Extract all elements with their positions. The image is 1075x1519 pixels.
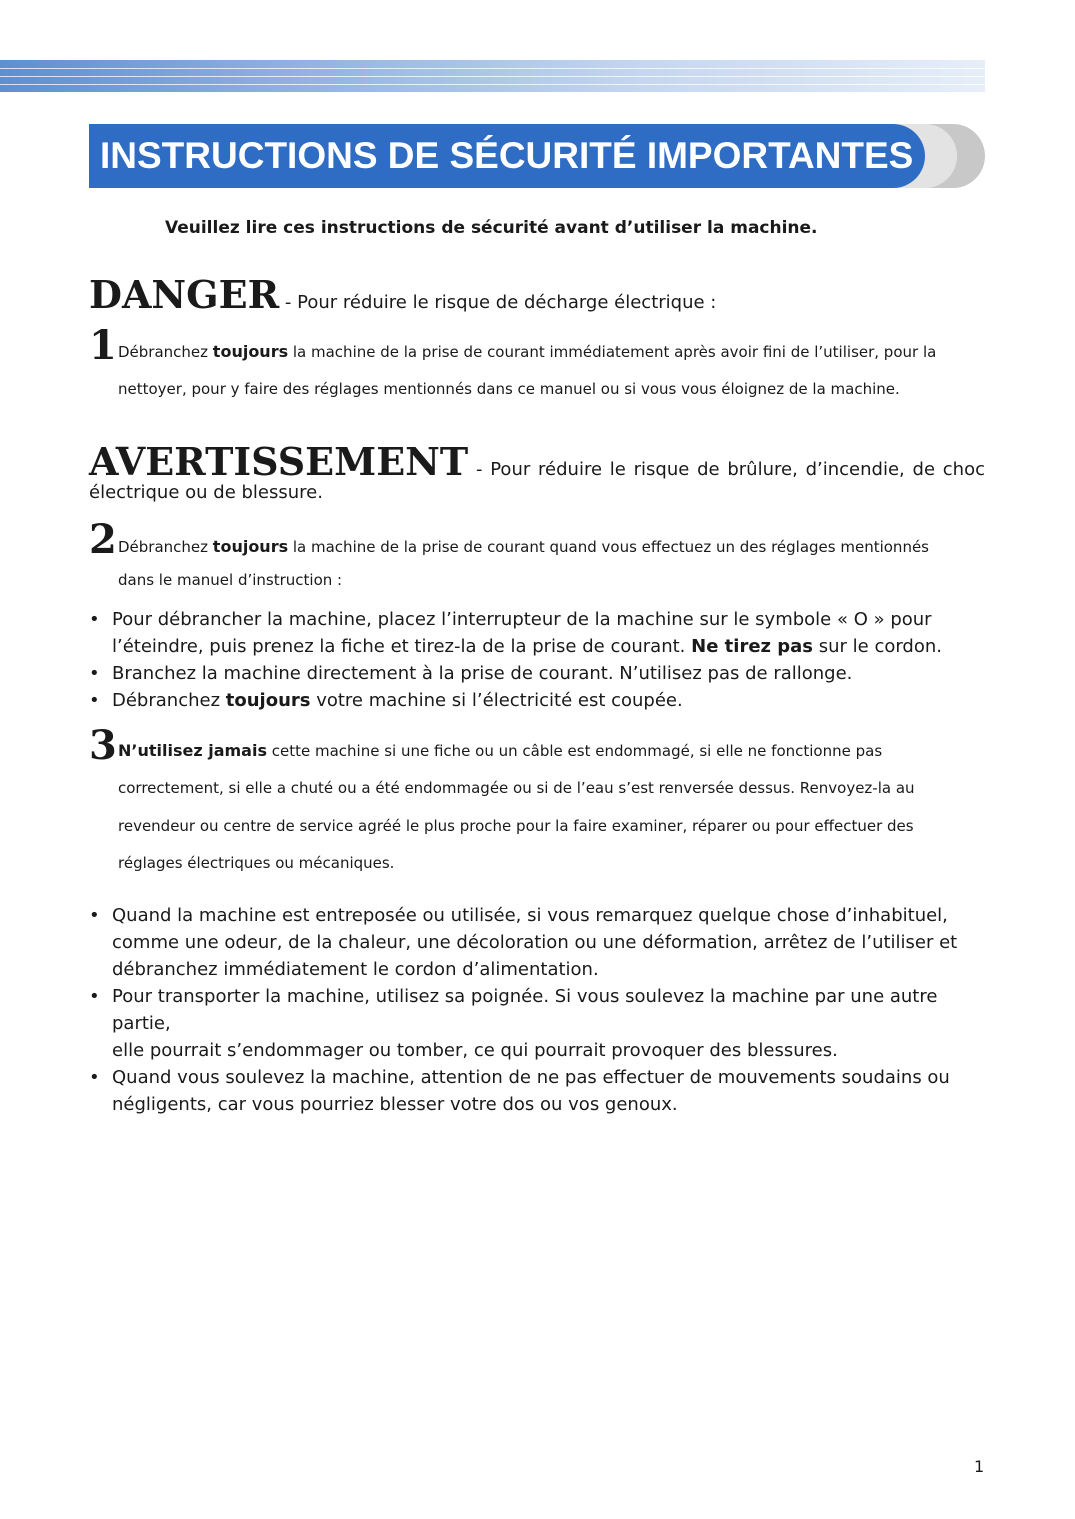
item3-bold: N’utilisez jamais [118, 741, 267, 760]
list-item-bold: toujours [225, 690, 311, 711]
danger-subtitle: - Pour réduire le risque de décharge électrique : [279, 292, 717, 313]
warning-word: Pour [490, 459, 531, 480]
item-number: 1 [89, 322, 117, 369]
list-item [89, 687, 989, 714]
warning-word: - [475, 459, 483, 480]
bullet-icon: • [89, 986, 100, 1007]
list-item-line: Pour transporter la machine, utilisez sa poignée. Si vous soulevez la machine par une autre partie, [112, 986, 938, 1034]
item2-line1 [118, 537, 929, 556]
item2-line2: dans le manuel d’instruction : [118, 571, 343, 589]
list-item-bold: Ne tirez pas [691, 636, 814, 657]
bullet-icon: • [89, 663, 100, 684]
band-line [0, 84, 985, 85]
list-item-line: Pour débrancher la machine, placez l’interrupteur de la machine sur le symbole « O » pour [112, 609, 932, 630]
warning-word: risque [633, 459, 690, 480]
intro-text: Veuillez lire ces instructions de sécurité avant d’utiliser la machine. [165, 218, 818, 238]
warning-word: réduire [538, 459, 603, 480]
list-item [89, 983, 989, 1064]
list-item-line [112, 687, 989, 714]
page-number: 1 [974, 1457, 985, 1476]
warning-word: de [697, 459, 720, 480]
list-item-text: sur le cordon. [813, 636, 943, 657]
warning-word: le [609, 459, 626, 480]
item1-bold: toujours [212, 342, 289, 361]
item1-line2: nettoyer, pour y faire des réglages mentionnés dans ce manuel ou si vous vous éloignez de la machine. [118, 380, 900, 398]
bullet-icon: • [89, 1067, 100, 1088]
bullet-list [89, 606, 989, 714]
item3-post: cette machine si une fiche ou un câble est endommagé, si elle ne fonctionne pas [266, 742, 883, 760]
item3-line2: correctement, si elle a chuté ou a été endommagée ou si de l’eau s’est renversée dessus. Renvoyez-la au [118, 779, 915, 797]
list-item-line: Branchez la machine directement à la prise de courant. N’utilisez pas de rallonge. [112, 663, 853, 684]
item-number: 2 [89, 516, 117, 563]
list-item-text: votre machine si l’électricité est coupée. [310, 690, 683, 711]
list-item [89, 606, 989, 660]
warning-word: choc [942, 459, 985, 480]
list-item-text: Débranchez [112, 690, 226, 711]
list-item-text: l’éteindre, puis prenez la fiche et tirez-la de la prise de courant. [112, 636, 692, 657]
list-item-line: elle pourrait s’endommager ou tomber, ce qui pourrait provoquer des blessures. [112, 1040, 838, 1061]
bullet-list [89, 902, 989, 1118]
warning-subtitle: électrique ou de blessure. [89, 482, 323, 503]
item3-line3: revendeur ou centre de service agréé le plus proche pour la faire examiner, réparer ou pour effectuer des [118, 817, 914, 835]
warning-heading: AVERTISSEMENT [89, 439, 469, 484]
title-banner [89, 124, 985, 188]
list-item [89, 1064, 989, 1118]
list-item-line: négligents, car vous pourriez blesser votre dos ou vos genoux. [112, 1094, 678, 1115]
item1-line1 [118, 342, 936, 361]
danger-heading: DANGER [89, 272, 280, 317]
item2-bold: toujours [212, 537, 289, 556]
list-item-line: débranchez immédiatement le cordon d’alimentation. [112, 959, 599, 980]
list-item-line: Quand la machine est entreposée ou utilisée, si vous remarquez quelque chose d’inhabituel, [112, 905, 948, 926]
band-line [0, 76, 985, 77]
band-line [0, 68, 985, 69]
list-item-line [112, 633, 989, 660]
item1-pre: Débranchez [118, 343, 213, 361]
header-decorative-band [0, 60, 985, 92]
item3-line4: réglages électriques ou mécaniques. [118, 854, 395, 872]
list-item [89, 902, 989, 983]
list-item-line: Quand vous soulevez la machine, attention de ne pas effectuer de mouvements soudains ou [112, 1067, 950, 1088]
item3-line1 [118, 741, 882, 760]
item2-post: la machine de la prise de courant quand vous effectuez un des réglages mentionnés [288, 538, 929, 556]
item2-pre: Débranchez [118, 538, 213, 556]
item-number: 3 [89, 722, 117, 769]
warning-word: brûlure, [727, 459, 798, 480]
page-title: INSTRUCTIONS DE SÉCURITÉ IMPORTANTES [89, 124, 925, 188]
warning-word: d’incendie, [805, 459, 905, 480]
bullet-icon: • [89, 609, 100, 630]
bullet-icon: • [89, 690, 100, 711]
item1-post: la machine de la prise de courant immédiatement après avoir fini de l’utiliser, pour la [288, 343, 937, 361]
list-item-line: comme une odeur, de la chaleur, une décoloration ou une déformation, arrêtez de l’utiliser et [112, 932, 958, 953]
warning-word: de [912, 459, 936, 480]
danger-header [89, 272, 716, 317]
list-item [89, 660, 989, 687]
bullet-icon: • [89, 905, 100, 926]
warning-header [89, 439, 985, 484]
